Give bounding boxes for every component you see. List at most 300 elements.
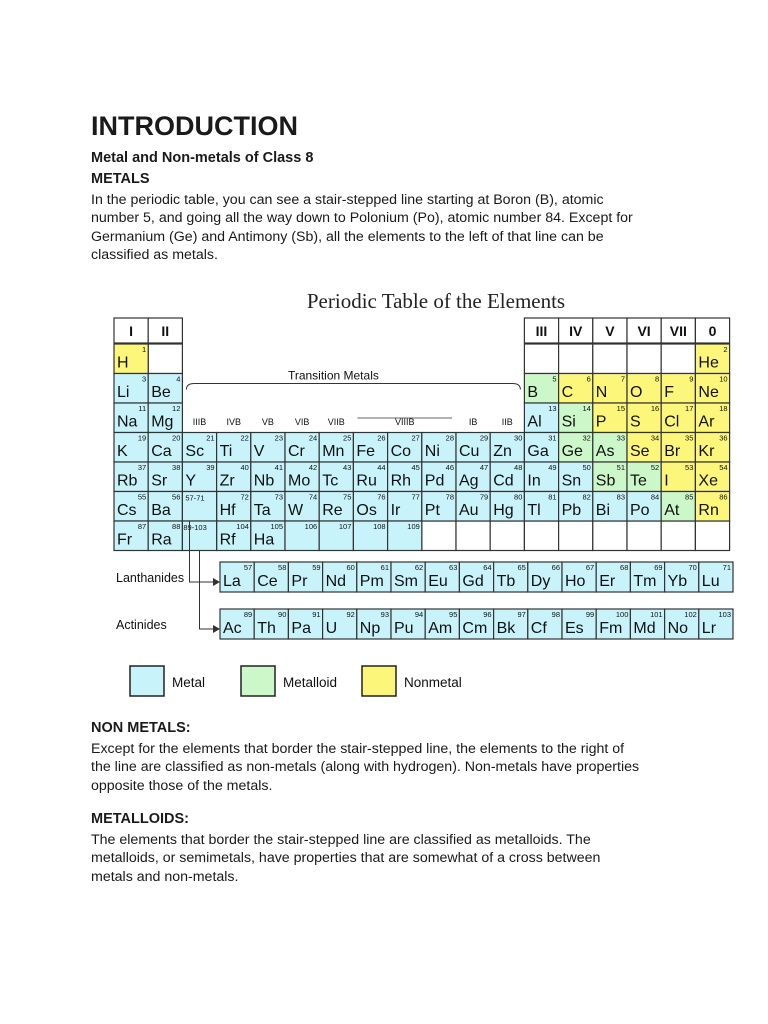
element-cell — [388, 433, 422, 463]
atomic-number: 16 — [650, 404, 660, 413]
element-symbol: Xe — [698, 472, 718, 490]
atomic-number: 61 — [380, 563, 389, 572]
actinides-label: Actinides — [116, 618, 167, 632]
element-symbol: Cf — [530, 620, 547, 637]
atomic-number: 101 — [650, 610, 663, 619]
atomic-number: 84 — [650, 492, 660, 502]
atomic-number: 90 — [278, 610, 287, 619]
text-line: The elements that border the stair-stepped line are classified as metalloids. The — [91, 832, 591, 848]
element-cell — [288, 562, 322, 592]
element-cell — [148, 403, 182, 433]
atomic-number: 79 — [479, 492, 489, 502]
element-symbol: Co — [390, 443, 412, 460]
atomic-number: 65 — [517, 563, 526, 572]
element-cell — [593, 374, 627, 404]
atomic-number: 31 — [548, 433, 557, 443]
empty-cell — [490, 521, 524, 551]
element-symbol: Ti — [219, 443, 233, 460]
element-symbol: Fm — [599, 620, 623, 637]
metalloids-title: METALLOIDS: — [91, 811, 189, 827]
transition-metals-label: Transition Metals — [287, 368, 379, 383]
atomic-number: 44 — [377, 463, 386, 472]
arrow-head-icon — [213, 625, 220, 633]
element-cell — [490, 433, 524, 463]
element-symbol: Be — [151, 384, 171, 401]
atomic-number: 82 — [582, 492, 591, 502]
atomic-number: 83 — [616, 492, 625, 502]
group-header-label: I — [129, 323, 134, 339]
element-cell — [148, 433, 182, 463]
element-cell — [665, 609, 699, 639]
empty-cell — [627, 521, 661, 551]
element-symbol: Au — [459, 502, 479, 519]
page-heading: INTRODUCTION — [91, 111, 298, 141]
atomic-number: 60 — [346, 563, 355, 572]
atomic-number: 32 — [582, 433, 591, 443]
empty-cell — [559, 521, 593, 551]
element-symbol: Ni — [424, 443, 440, 460]
element-symbol: N — [595, 384, 608, 401]
element-symbol: Ag — [459, 472, 479, 490]
element-symbol: Sb — [595, 472, 616, 490]
atomic-number: 24 — [308, 433, 318, 443]
atomic-number: 40 — [240, 463, 249, 472]
element-cell — [593, 433, 627, 463]
figure-title: Periodic Table of the Elements — [306, 289, 566, 313]
element-cell — [524, 403, 558, 433]
element-cell — [627, 492, 661, 522]
element-cell — [285, 492, 319, 522]
element-symbol: La — [223, 573, 241, 590]
element-symbol: Si — [561, 413, 576, 431]
element-cell — [695, 462, 729, 492]
element-cell — [217, 433, 251, 463]
element-symbol: Tl — [527, 502, 541, 519]
element-symbol: Hg — [493, 502, 514, 519]
element-cell — [148, 462, 182, 492]
atomic-number: 9 — [689, 374, 694, 384]
element-cell — [220, 609, 254, 639]
element-cell — [596, 609, 630, 639]
element-cell — [323, 562, 357, 592]
element-cell — [528, 562, 562, 592]
element-cell — [559, 403, 593, 433]
element-cell — [114, 433, 148, 463]
element-symbol: Gd — [462, 573, 484, 590]
element-symbol: Bk — [496, 620, 516, 637]
subgroup-label: VB — [261, 417, 274, 427]
atomic-number: 106 — [304, 522, 318, 531]
subgroup-label: VIIIB — [394, 417, 415, 427]
atomic-number: 53 — [685, 463, 694, 472]
element-symbol: Al — [527, 413, 542, 431]
element-symbol: Ba — [151, 502, 171, 519]
atomic-number: 81 — [548, 492, 557, 502]
element-symbol: Ar — [698, 413, 715, 431]
empty-cell — [524, 344, 558, 374]
element-symbol: Ne — [698, 384, 719, 401]
element-cell — [353, 462, 387, 492]
element-cell — [661, 403, 695, 433]
element-cell — [251, 462, 285, 492]
atomic-number: 73 — [274, 492, 283, 502]
atomic-number: 41 — [274, 463, 283, 472]
element-symbol: Fe — [356, 443, 376, 460]
element-symbol: Ac — [223, 620, 242, 637]
atomic-number: 99 — [585, 610, 595, 619]
element-symbol: Na — [117, 413, 138, 431]
legend-swatch — [362, 666, 396, 696]
atomic-number: 91 — [312, 610, 321, 619]
element-cell — [285, 521, 319, 551]
transition-bracket — [186, 384, 520, 390]
empty-cell — [661, 521, 695, 551]
text-line: Except for the elements that border the stair-stepped line, the elements to the right of — [91, 741, 625, 757]
element-symbol: F — [664, 384, 674, 401]
atomic-number: 85 — [685, 492, 694, 502]
atomic-number: 62 — [414, 563, 424, 572]
subgroup-label: IB — [468, 417, 478, 427]
atomic-number: 39 — [206, 463, 215, 472]
element-cell — [251, 433, 285, 463]
element-symbol: Es — [565, 620, 584, 637]
atomic-number: 10 — [719, 374, 728, 384]
atomic-number: 34 — [650, 433, 660, 443]
page-subtitle: Metal and Non-metals of Class 8 — [91, 150, 314, 166]
text-line: metals and non-metals. — [91, 868, 239, 885]
element-cell — [254, 562, 288, 592]
element-cell — [422, 492, 456, 522]
element-cell — [630, 609, 664, 639]
empty-cell — [148, 344, 182, 374]
element-symbol: Ru — [356, 472, 377, 490]
element-cell — [559, 433, 593, 463]
element-cell — [562, 562, 596, 592]
element-symbol: Po — [630, 502, 650, 519]
element-cell — [114, 374, 148, 404]
element-symbol: Pr — [291, 573, 308, 590]
element-cell — [285, 462, 319, 492]
element-symbol: B — [527, 384, 539, 401]
placeholder-column — [182, 492, 216, 551]
element-cell — [524, 492, 558, 522]
atomic-number: 17 — [685, 404, 694, 413]
atomic-number: 29 — [479, 433, 489, 443]
element-symbol: Kr — [698, 443, 715, 460]
element-symbol: Ca — [151, 443, 172, 460]
atomic-number: 51 — [616, 463, 625, 472]
element-cell — [661, 374, 695, 404]
element-cell — [148, 374, 182, 404]
element-symbol: Sr — [151, 472, 168, 490]
element-symbol: Cu — [459, 443, 480, 460]
element-symbol: Pd — [424, 472, 445, 490]
element-cell — [627, 403, 661, 433]
element-symbol: Rh — [390, 472, 412, 490]
periodic-table-figure — [108, 284, 748, 704]
element-symbol: Pb — [561, 502, 582, 519]
element-symbol: Np — [359, 620, 381, 637]
legend-label: Metalloid — [283, 675, 338, 690]
element-cell — [593, 462, 627, 492]
element-symbol: Zn — [493, 443, 512, 460]
lanthanides-label: Lanthanides — [116, 571, 185, 585]
element-cell — [695, 374, 729, 404]
actinide-range-label: 89-103 — [183, 523, 207, 532]
element-cell — [695, 433, 729, 463]
element-cell — [319, 433, 353, 463]
element-cell — [459, 609, 493, 639]
atomic-number: 6 — [586, 374, 591, 384]
element-symbol: Bi — [595, 502, 611, 519]
element-cell — [665, 562, 699, 592]
element-cell — [391, 609, 425, 639]
element-symbol: Rf — [219, 531, 236, 549]
element-cell — [596, 562, 630, 592]
element-cell — [528, 609, 562, 639]
element-cell — [357, 609, 391, 639]
atomic-number: 2 — [723, 345, 728, 354]
element-cell — [114, 462, 148, 492]
element-symbol: Se — [630, 443, 650, 460]
element-symbol: Rb — [117, 472, 138, 490]
element-symbol: Sm — [394, 573, 418, 590]
legend-item — [241, 666, 337, 696]
atomic-number: 105 — [270, 522, 283, 531]
element-symbol: Fr — [117, 531, 133, 549]
element-cell — [182, 433, 216, 463]
element-cell — [627, 462, 661, 492]
atomic-number: 26 — [377, 433, 386, 443]
atomic-number: 37 — [137, 463, 147, 472]
atomic-number: 47 — [479, 463, 489, 472]
element-symbol: W — [288, 502, 304, 519]
element-cell — [114, 403, 148, 433]
group-header-label: 0 — [708, 323, 717, 339]
atomic-number: 48 — [514, 463, 523, 472]
element-symbol: Re — [322, 502, 343, 519]
element-cell — [695, 403, 729, 433]
element-symbol: Li — [117, 384, 130, 401]
element-cell — [699, 562, 733, 592]
atomic-number: 108 — [373, 522, 386, 531]
atomic-number: 43 — [343, 463, 352, 472]
group-header-label: III — [535, 323, 548, 339]
element-symbol: K — [117, 443, 128, 460]
atomic-number: 107 — [338, 522, 352, 531]
element-symbol: Tb — [496, 573, 516, 590]
element-cell — [661, 462, 695, 492]
arrow-head-icon — [213, 578, 220, 586]
text-line: Germanium (Ge) and Antimony (Sb), all the elements to the left of that line can be — [91, 228, 604, 245]
text-line: number 5, and going all the way down to Polonium (Po), atomic number 84. Except for — [91, 210, 633, 227]
legend-label: Nonmetal — [404, 675, 462, 690]
element-symbol: Er — [599, 573, 616, 590]
element-symbol: Mn — [322, 443, 345, 460]
atomic-number: 12 — [172, 404, 181, 413]
element-symbol: Mg — [151, 413, 174, 431]
atomic-number: 33 — [616, 433, 625, 443]
element-symbol: Pu — [394, 620, 414, 637]
element-cell — [422, 462, 456, 492]
atomic-number: 5 — [552, 374, 557, 384]
atomic-number: 103 — [718, 610, 731, 619]
element-cell — [217, 492, 251, 522]
element-symbol: No — [667, 620, 689, 637]
element-symbol: Ge — [561, 443, 583, 460]
atomic-number: 93 — [380, 610, 389, 619]
atomic-number: 89 — [243, 610, 253, 619]
element-cell — [388, 492, 422, 522]
atomic-number: 21 — [206, 433, 215, 443]
element-symbol: Am — [428, 620, 453, 637]
element-symbol: Cl — [664, 413, 680, 431]
metalloids-paragraph — [91, 831, 681, 886]
atomic-number: 70 — [688, 563, 697, 572]
atomic-number: 19 — [137, 433, 147, 443]
atomic-number: 50 — [582, 463, 591, 472]
atomic-number: 74 — [308, 492, 318, 502]
element-symbol: Ha — [253, 531, 275, 549]
element-cell — [459, 562, 493, 592]
element-cell — [319, 462, 353, 492]
group-header-label: V — [605, 323, 615, 339]
group-header-label: II — [161, 323, 170, 339]
atomic-number: 68 — [620, 563, 629, 572]
atomic-number: 57 — [243, 563, 253, 572]
nonmetals-title: NON METALS: — [91, 720, 191, 736]
atomic-number: 3 — [142, 374, 147, 384]
metals-title: METALS — [91, 171, 150, 187]
element-symbol: P — [595, 413, 607, 431]
element-symbol: Mo — [288, 472, 311, 490]
element-cell — [699, 609, 733, 639]
element-cell — [695, 344, 729, 374]
element-cell — [695, 492, 729, 522]
element-symbol: Os — [356, 502, 377, 519]
atomic-number: 13 — [548, 404, 557, 413]
element-symbol: Nd — [325, 573, 347, 590]
atomic-number: 23 — [274, 433, 283, 443]
empty-cell — [593, 521, 627, 551]
element-cell — [490, 492, 524, 522]
atomic-number: 86 — [719, 492, 728, 502]
element-symbol: As — [595, 443, 615, 460]
element-cell — [217, 462, 251, 492]
text-line: classified as metals. — [91, 247, 218, 264]
element-symbol: Sn — [561, 472, 582, 490]
element-cell — [425, 609, 459, 639]
atomic-number: 58 — [278, 563, 287, 572]
element-cell — [251, 492, 285, 522]
atomic-number: 56 — [172, 492, 181, 502]
element-symbol: Eu — [428, 573, 448, 590]
empty-cell — [661, 344, 695, 374]
element-symbol: He — [698, 354, 719, 372]
element-symbol: Rn — [698, 502, 719, 519]
atomic-number: 55 — [137, 492, 147, 502]
atomic-number: 71 — [722, 563, 731, 572]
element-cell — [357, 562, 391, 592]
element-symbol: Nb — [253, 472, 275, 490]
atomic-number: 104 — [236, 522, 249, 531]
element-cell — [288, 609, 322, 639]
atomic-number: 30 — [514, 433, 523, 443]
empty-cell — [422, 521, 456, 551]
element-symbol: C — [561, 384, 574, 401]
atomic-number: 97 — [517, 610, 526, 619]
atomic-number: 11 — [138, 404, 147, 413]
element-cell — [422, 433, 456, 463]
atomic-number: 7 — [620, 374, 625, 384]
element-cell — [319, 492, 353, 522]
atomic-number: 1 — [142, 345, 147, 354]
subgroup-label: IVB — [226, 417, 241, 427]
subgroup-label: IIB — [501, 417, 513, 427]
atomic-number: 94 — [414, 610, 424, 619]
element-cell — [559, 462, 593, 492]
element-symbol: At — [664, 502, 680, 519]
atomic-number: 64 — [483, 563, 492, 572]
element-symbol: Ra — [151, 531, 172, 549]
atomic-number: 27 — [411, 433, 420, 443]
legend-swatch — [241, 666, 275, 696]
atomic-number: 95 — [449, 610, 458, 619]
atomic-number: 100 — [615, 610, 629, 619]
atomic-number: 20 — [172, 433, 181, 443]
atomic-number: 75 — [343, 492, 352, 502]
atomic-number: 59 — [312, 563, 321, 572]
element-cell — [630, 562, 664, 592]
element-symbol: O — [630, 384, 643, 401]
atomic-number: 66 — [551, 563, 560, 572]
element-symbol: S — [630, 413, 641, 431]
element-cell — [220, 562, 254, 592]
atomic-number: 87 — [137, 522, 147, 531]
element-cell — [559, 492, 593, 522]
element-cell — [148, 521, 182, 551]
element-symbol: Cd — [493, 472, 514, 490]
element-symbol: Hf — [219, 502, 236, 519]
atomic-number: 38 — [172, 463, 181, 472]
element-cell — [562, 609, 596, 639]
element-symbol: Cs — [117, 502, 137, 519]
element-symbol: Sc — [185, 443, 205, 460]
element-cell — [524, 433, 558, 463]
atomic-number: 98 — [551, 610, 560, 619]
atomic-number: 49 — [548, 463, 557, 472]
atomic-number: 25 — [343, 433, 352, 443]
empty-cell — [559, 344, 593, 374]
element-symbol: Ir — [390, 502, 401, 519]
atomic-number: 4 — [176, 374, 181, 384]
element-symbol: Cm — [462, 620, 488, 637]
text-line: In the periodic table, you can see a stair-stepped line starting at Boron (B), atomic — [91, 192, 604, 208]
atomic-number: 28 — [445, 433, 454, 443]
element-symbol: Cr — [288, 443, 305, 460]
element-symbol: I — [664, 472, 669, 490]
atomic-number: 63 — [449, 563, 458, 572]
element-symbol: Pt — [424, 502, 440, 519]
element-symbol: H — [117, 354, 129, 372]
atomic-number: 69 — [654, 563, 663, 572]
element-symbol: Md — [633, 620, 656, 637]
atomic-number: 36 — [719, 433, 728, 443]
element-cell — [456, 492, 490, 522]
element-cell — [524, 462, 558, 492]
atomic-number: 54 — [719, 463, 728, 472]
element-cell — [319, 521, 353, 551]
